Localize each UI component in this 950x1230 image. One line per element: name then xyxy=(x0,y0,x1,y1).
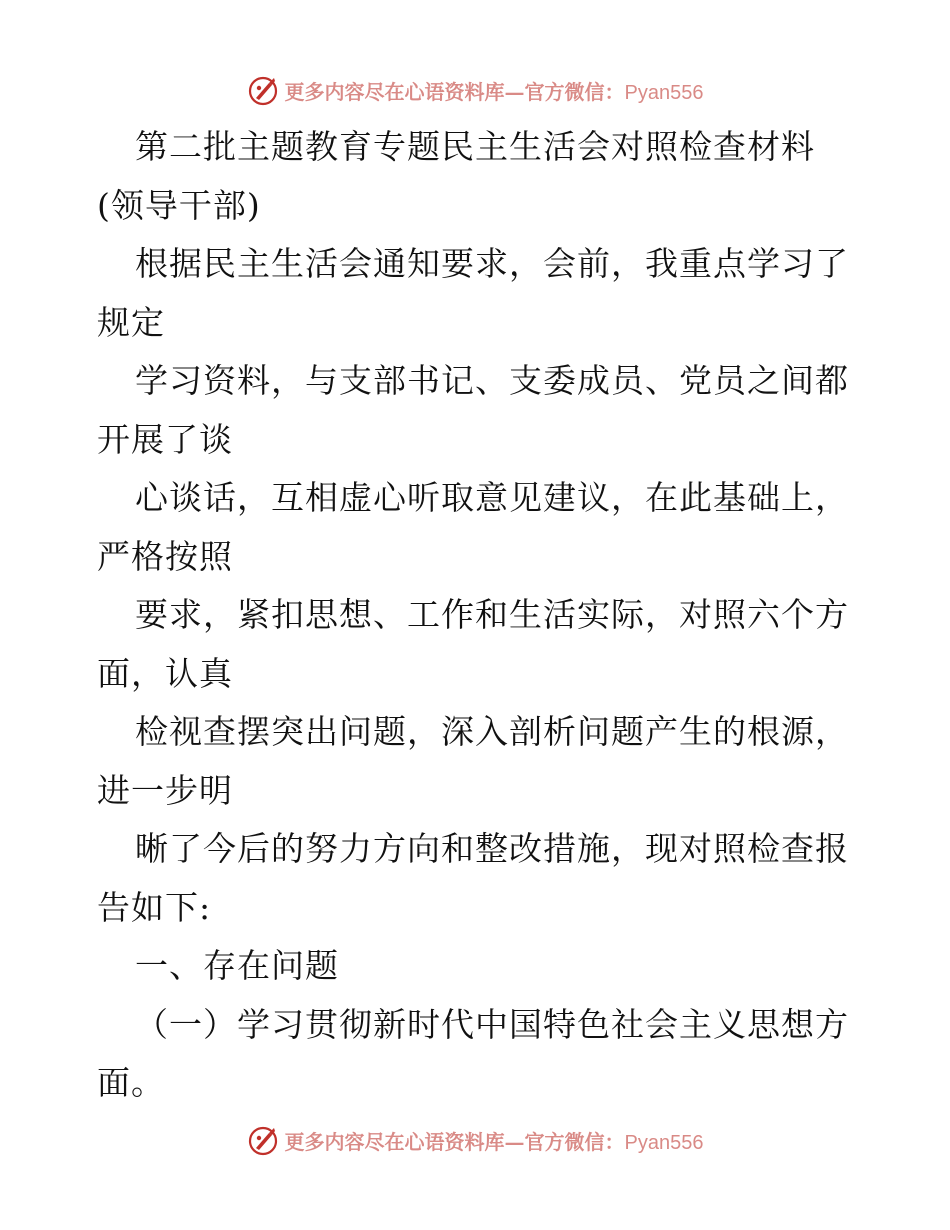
paragraph-line: 检视查摆突出问题，深入剖析问题产生的根源， xyxy=(135,712,849,751)
paragraph-line: 开展了谈 xyxy=(97,419,233,459)
document-body xyxy=(97,118,867,1113)
quill-logo-icon xyxy=(247,74,279,106)
quill-logo-icon xyxy=(247,1124,279,1156)
paragraph-line: 心谈话，互相虚心听取意见建议，在此基础上， xyxy=(135,478,849,517)
paragraph-line: 严格按照 xyxy=(97,536,233,576)
banner-text: 更多内容尽在心语资料库—官方微信：Pyan556 xyxy=(284,1129,704,1154)
paragraph-line: 学习资料，与支部书记、支委成员、党员之间都 xyxy=(135,361,849,400)
paragraph-line: 面，认真 xyxy=(97,653,233,693)
banner-text: 更多内容尽在心语资料库—官方微信：Pyan556 xyxy=(284,79,704,104)
paragraph-line: 要求，紧扣思想、工作和生活实际，对照六个方 xyxy=(135,595,849,634)
subsection-heading: （一）学习贯彻新时代中国特色社会主义思想方 xyxy=(135,1004,849,1044)
doc-subtitle: (领导干部) xyxy=(97,185,261,225)
paragraph-line: 告如下: xyxy=(97,887,212,927)
header-banner xyxy=(0,70,950,110)
paragraph-line: 进一步明 xyxy=(97,770,233,810)
paragraph-line: 晰了今后的努力方向和整改措施，现对照检查报 xyxy=(135,829,849,868)
paragraph-line: 规定 xyxy=(97,302,165,342)
doc-title: 第二批主题教育专题民主生活会对照检查材料 xyxy=(135,127,815,166)
paragraph-line: 根据民主生活会通知要求，会前，我重点学习了 xyxy=(135,244,849,283)
footer-banner xyxy=(0,1120,950,1160)
section-heading: 一、存在问题 xyxy=(135,946,339,985)
paragraph-line: 面。 xyxy=(97,1063,165,1102)
